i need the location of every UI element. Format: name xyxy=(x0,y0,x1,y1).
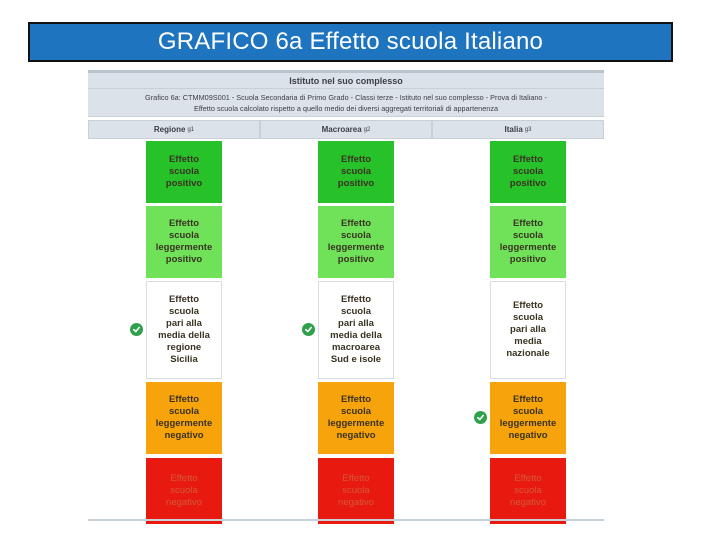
column-header-macroarea xyxy=(260,120,432,139)
panel-header xyxy=(88,73,604,117)
level-slightly-positive: Effetto scuola leggermente positivo xyxy=(146,206,222,278)
level-slightly-positive: Effetto scuola leggermente positivo xyxy=(318,206,394,278)
level-slightly-positive: Effetto scuola leggermente positivo xyxy=(490,206,566,278)
check-circle-icon xyxy=(130,323,143,336)
level-positive: Effetto scuola positivo xyxy=(146,141,222,203)
header-divider xyxy=(88,88,604,89)
check-circle-icon xyxy=(302,323,315,336)
column-header-sup: g2 xyxy=(363,126,371,133)
panel-description-line2: Effetto scuola calcolato rispetto a quello medio dei diversi aggregati territoriali di appartenenza xyxy=(193,104,499,113)
panel-bottom-rule xyxy=(88,519,604,521)
panel-heading: Istituto nel suo complesso xyxy=(289,76,403,86)
level-slightly-negative: Effetto scuola leggermente negativo xyxy=(146,382,222,454)
level-slightly-negative: Effetto scuola leggermente negativo xyxy=(490,382,566,454)
level-positive: Effetto scuola positivo xyxy=(318,141,394,203)
level-average: Effetto scuola pari alla media nazionale xyxy=(490,281,566,379)
level-average: Effetto scuola pari alla media della macroarea Sud e isole xyxy=(318,281,394,379)
slide-title-bar xyxy=(28,22,673,62)
level-negative: Effetto scuola negativo xyxy=(146,458,222,524)
column-header-label: Regione xyxy=(153,125,186,134)
column-header-italia xyxy=(432,120,604,139)
level-negative: Effetto scuola negativo xyxy=(318,458,394,524)
level-slightly-negative: Effetto scuola leggermente negativo xyxy=(318,382,394,454)
column-header-sup: g3 xyxy=(524,126,532,133)
check-circle-icon xyxy=(474,411,487,424)
column-header-regione xyxy=(88,120,260,139)
column-headers xyxy=(88,120,604,139)
column-header-sup: g1 xyxy=(187,126,195,133)
slide-title: GRAFICO 6a Effetto scuola Italiano xyxy=(157,28,544,55)
column-header-label: Macroarea xyxy=(321,125,362,134)
panel-description-line1: Grafico 6a: CTMM09S001 - Scuola Secondaria di Primo Grado - Classi terze - Istituto nel suo complesso - Prova di Italiano - xyxy=(145,93,547,102)
level-positive: Effetto scuola positivo xyxy=(490,141,566,203)
effect-panel xyxy=(88,70,604,520)
column-header-label: Italia xyxy=(504,125,523,134)
level-average: Effetto scuola pari alla media della regione Sicilia xyxy=(146,281,222,379)
level-negative: Effetto scuola negativo xyxy=(490,458,566,524)
